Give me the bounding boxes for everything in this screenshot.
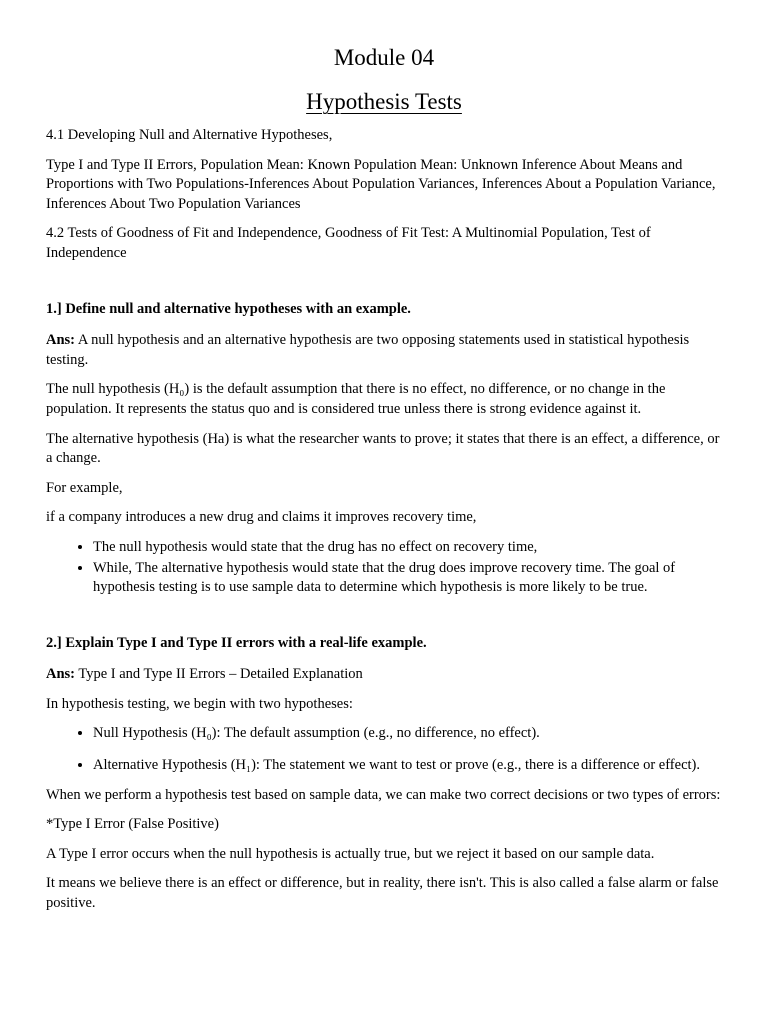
list-item: • Alternative Hypothesis (H₁): The statement we want to test or prove (e.g., there is a difference or effect). bbox=[93, 756, 722, 776]
syllabus-4-2: 4.2 Tests of Goodness of Fit and Independence, Goodness of Fit Test: A Multinomial Population, Test of Independence bbox=[46, 225, 651, 261]
answer-1 bbox=[46, 331, 722, 370]
syllabus-4-1-detail: Type I and Type II Errors, Population Mean: Known Population Mean: Unknown Inference About Means and Proportions with Two Populations-Inferences About Population Variances, Inferences About a Population Variance, Inferences About Two Population Variances bbox=[46, 156, 716, 212]
module-subtitle-text: Hypothesis Tests bbox=[306, 89, 462, 114]
answer-2-label: Ans: bbox=[46, 666, 76, 683]
module-title: Module 04 bbox=[333, 45, 435, 70]
null-hypothesis-paragraph: The null hypothesis (H₀) is the default assumption that there is no effect, no difference, or no change in the population. It represents the status quo and is considered true unless there is strong evidence against it. bbox=[46, 381, 666, 417]
list-item: • While, The alternative hypothesis would state that the drug does improve recovery time. The goal of hypothesis testing is to use sample data to determine which hypothesis is more likely to be true. bbox=[93, 559, 722, 598]
answer-2 bbox=[46, 665, 722, 685]
question-2-text: 2.] Explain Type I and Type II errors with a real-life example. bbox=[46, 634, 427, 651]
hypotheses-intro: In hypothesis testing, we begin with two hypotheses: bbox=[46, 695, 353, 712]
question-2 bbox=[46, 634, 722, 654]
type1-definition: A Type I error occurs when the null hypothesis is actually true, but we reject it based on our sample data. bbox=[46, 845, 655, 862]
list-item: • The null hypothesis would state that the drug has no effect on recovery time, bbox=[93, 538, 722, 558]
syllabus-4-1: 4.1 Developing Null and Alternative Hypotheses, bbox=[46, 127, 333, 143]
answer-1-label: Ans: bbox=[46, 332, 76, 349]
example-bullet-list bbox=[46, 538, 722, 598]
type1-heading: *Type I Error (False Positive) bbox=[46, 816, 219, 833]
answer-1-text: A null hypothesis and an alternative hypothesis are two opposing statements used in statistical hypothesis testing. bbox=[46, 332, 690, 368]
decisions-paragraph: When we perform a hypothesis test based on sample data, we can make two correct decisions or two types of errors: bbox=[46, 786, 721, 803]
answer-2-text: Type I and Type II Errors – Detailed Explanation bbox=[75, 666, 363, 683]
alternative-hypothesis-paragraph: The alternative hypothesis (Ha) is what the researcher wants to prove; it states that there is an effect, a difference, or a change. bbox=[46, 430, 720, 467]
hypotheses-bullet-list bbox=[46, 724, 722, 775]
type1-meaning: It means we believe there is an effect or difference, but in reality, there isn't. This is also called a false alarm or false positive. bbox=[46, 875, 719, 912]
question-1-text: 1.] Define null and alternative hypotheses with an example. bbox=[46, 300, 411, 317]
example-intro: if a company introduces a new drug and claims it improves recovery time, bbox=[46, 509, 477, 526]
for-example-label: For example, bbox=[46, 479, 123, 496]
question-1 bbox=[46, 300, 722, 320]
list-item: • Null Hypothesis (H₀): The default assumption (e.g., no difference, no effect). bbox=[93, 724, 722, 744]
module-subtitle bbox=[46, 88, 722, 116]
